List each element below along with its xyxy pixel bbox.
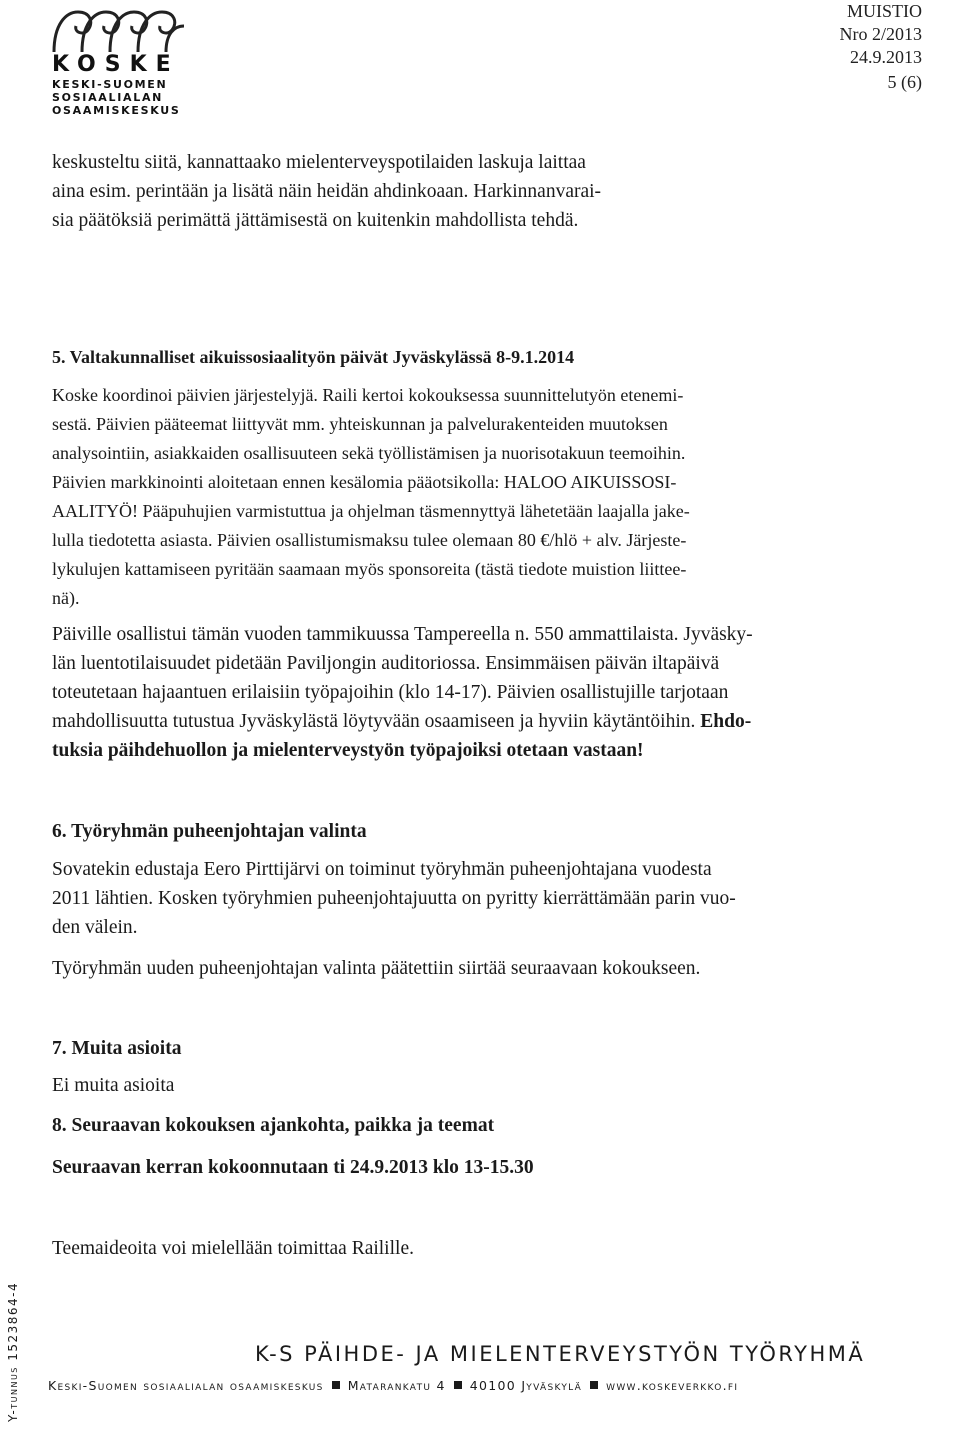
text-line: sestä. Päivien pääteemat liittyvät mm. yhteiskunnan ja palvelurakenteiden muutoksen [52,414,668,434]
doc-date: 24.9.2013 [850,47,922,67]
footer-address: Matarankatu 4 [347,1378,446,1393]
bold-text: Ehdo- [700,711,752,732]
text-line: den välein. [52,917,138,938]
text-line: toteutetaan hajaantuen erilaisiin työpajoihin (klo 14-17). Päivien osallistujille tarjotaan [52,682,729,703]
text-line: 2011 lähtien. Kosken työryhmien puheenjohtajuutta on pyritty kierrättämään parin vuo- [52,888,736,909]
bold-text: tuksia päihdehuollon ja mielenterveystyön työpajoiksi otetaan vastaan! [52,740,644,761]
text-line: AALITYÖ! Pääpuhujien varmistuttua ja ohjelman täsmennyttyä lähetetään laajalla jake- [52,501,690,521]
footer-web[interactable]: www.koskeverkko.fi [606,1378,739,1393]
footer-title: K-S PÄIHDE- JA MIELENTERVEYSTYÖN TYÖRYHMÄ [255,1342,866,1366]
logo-subtitle-2: SOSIAALIALAN [52,91,164,104]
section-7-heading: 7. Muita asioita [52,1038,182,1059]
section-5-heading: 5. Valtakunnalliset aikuissosiaalityön päivät Jyväskylässä 8-9.1.2014 [52,347,575,367]
square-bullet-icon [332,1381,340,1389]
section-8-heading: 8. Seuraavan kokouksen ajankohta, paikka ja teemat [52,1115,495,1136]
section-5-paragraph-2 [52,620,922,765]
logo-subtitle-1: KESKI-SUOMEN [52,78,168,91]
doc-type: MUISTIO [847,1,922,21]
doc-number: Nro 2/2013 [839,24,922,44]
logo-subtitle-3: OSAAMISKESKUS [52,104,181,117]
intro-line: aina esim. perintään ja lisätä näin heidän ahdinkoaan. Harkinnanvarai- [52,181,602,202]
text-line: län luentotilaisuudet pidetään Paviljongin auditoriossa. Ensimmäisen päivän iltapäivä [52,653,720,674]
text-line: Päivien markkinointi aloitetaan ennen kesälomia pääotsikolla: HALOO AIKUISSOSI- [52,472,677,492]
section-6-heading: 6. Työryhmän puheenjohtajan valinta [52,821,367,842]
business-id: Y-tunnus 1523864-4 [6,1281,20,1422]
footer-postal: 40100 Jyväskylä [469,1378,583,1393]
text-line: lulla tiedotetta asiasta. Päivien osallistumismaksu tulee olemaan 80 €/hlö + alv. Järjeste- [52,530,687,550]
square-bullet-icon [590,1381,598,1389]
text-line: Päiville osallistui tämän vuoden tammikuussa Tampereella n. 550 ammattilaista. Jyväsky- [52,624,753,645]
text-line: Sovatekin edustaja Eero Pirttijärvi on toiminut työryhmän puheenjohtajana vuodesta [52,859,712,880]
section-6-paragraph-1 [52,855,922,942]
text-line: analysointiin, asiakkaiden osallisuuteen sekä työllistämisen ja nuorisotakuun teemoihin. [52,443,686,463]
koske-logo [50,0,200,120]
text-line [52,736,922,765]
text-span: mahdollisuutta tutustua Jyväskylästä löytyvään osaamiseen ja hyviin käytäntöihin. [52,711,701,732]
footer-contact [48,1378,738,1393]
logo-name: KOSKE [52,52,180,77]
themes-note: Teemaideoita voi mielellään toimittaa Railille. [52,1238,414,1259]
intro-line: sia päätöksiä perimättä jättämisestä on kuitenkin mahdollista tehdä. [52,210,579,231]
intro-paragraph [52,148,922,235]
section-7-text: Ei muita asioita [52,1075,175,1096]
text-line [52,707,922,736]
intro-line: keskusteltu siitä, kannattaako mielenterveyspotilaiden laskuja laittaa [52,152,586,173]
footer-org: Keski-Suomen sosiaalialan osaamiskeskus [48,1378,324,1393]
section-6-paragraph-2: Työryhmän uuden puheenjohtajan valinta päätettiin siirtää seuraavaan kokoukseen. [52,958,701,979]
page-number: 5 (6) [887,72,922,92]
next-meeting: Seuraavan kerran kokoonnutaan ti 24.9.2013 klo 13-15.30 [52,1157,534,1178]
text-line: lykulujen kattamiseen pyritään saamaan myös sponsoreita (tästä tiedote muistion liittee- [52,559,687,579]
section-5-paragraph-1 [52,381,922,613]
text-line: Koske koordinoi päivien järjestelyjä. Raili kertoi kokouksessa suunnittelutyön etenemi- [52,385,684,405]
text-line: nä). [52,588,80,608]
square-bullet-icon [454,1381,462,1389]
